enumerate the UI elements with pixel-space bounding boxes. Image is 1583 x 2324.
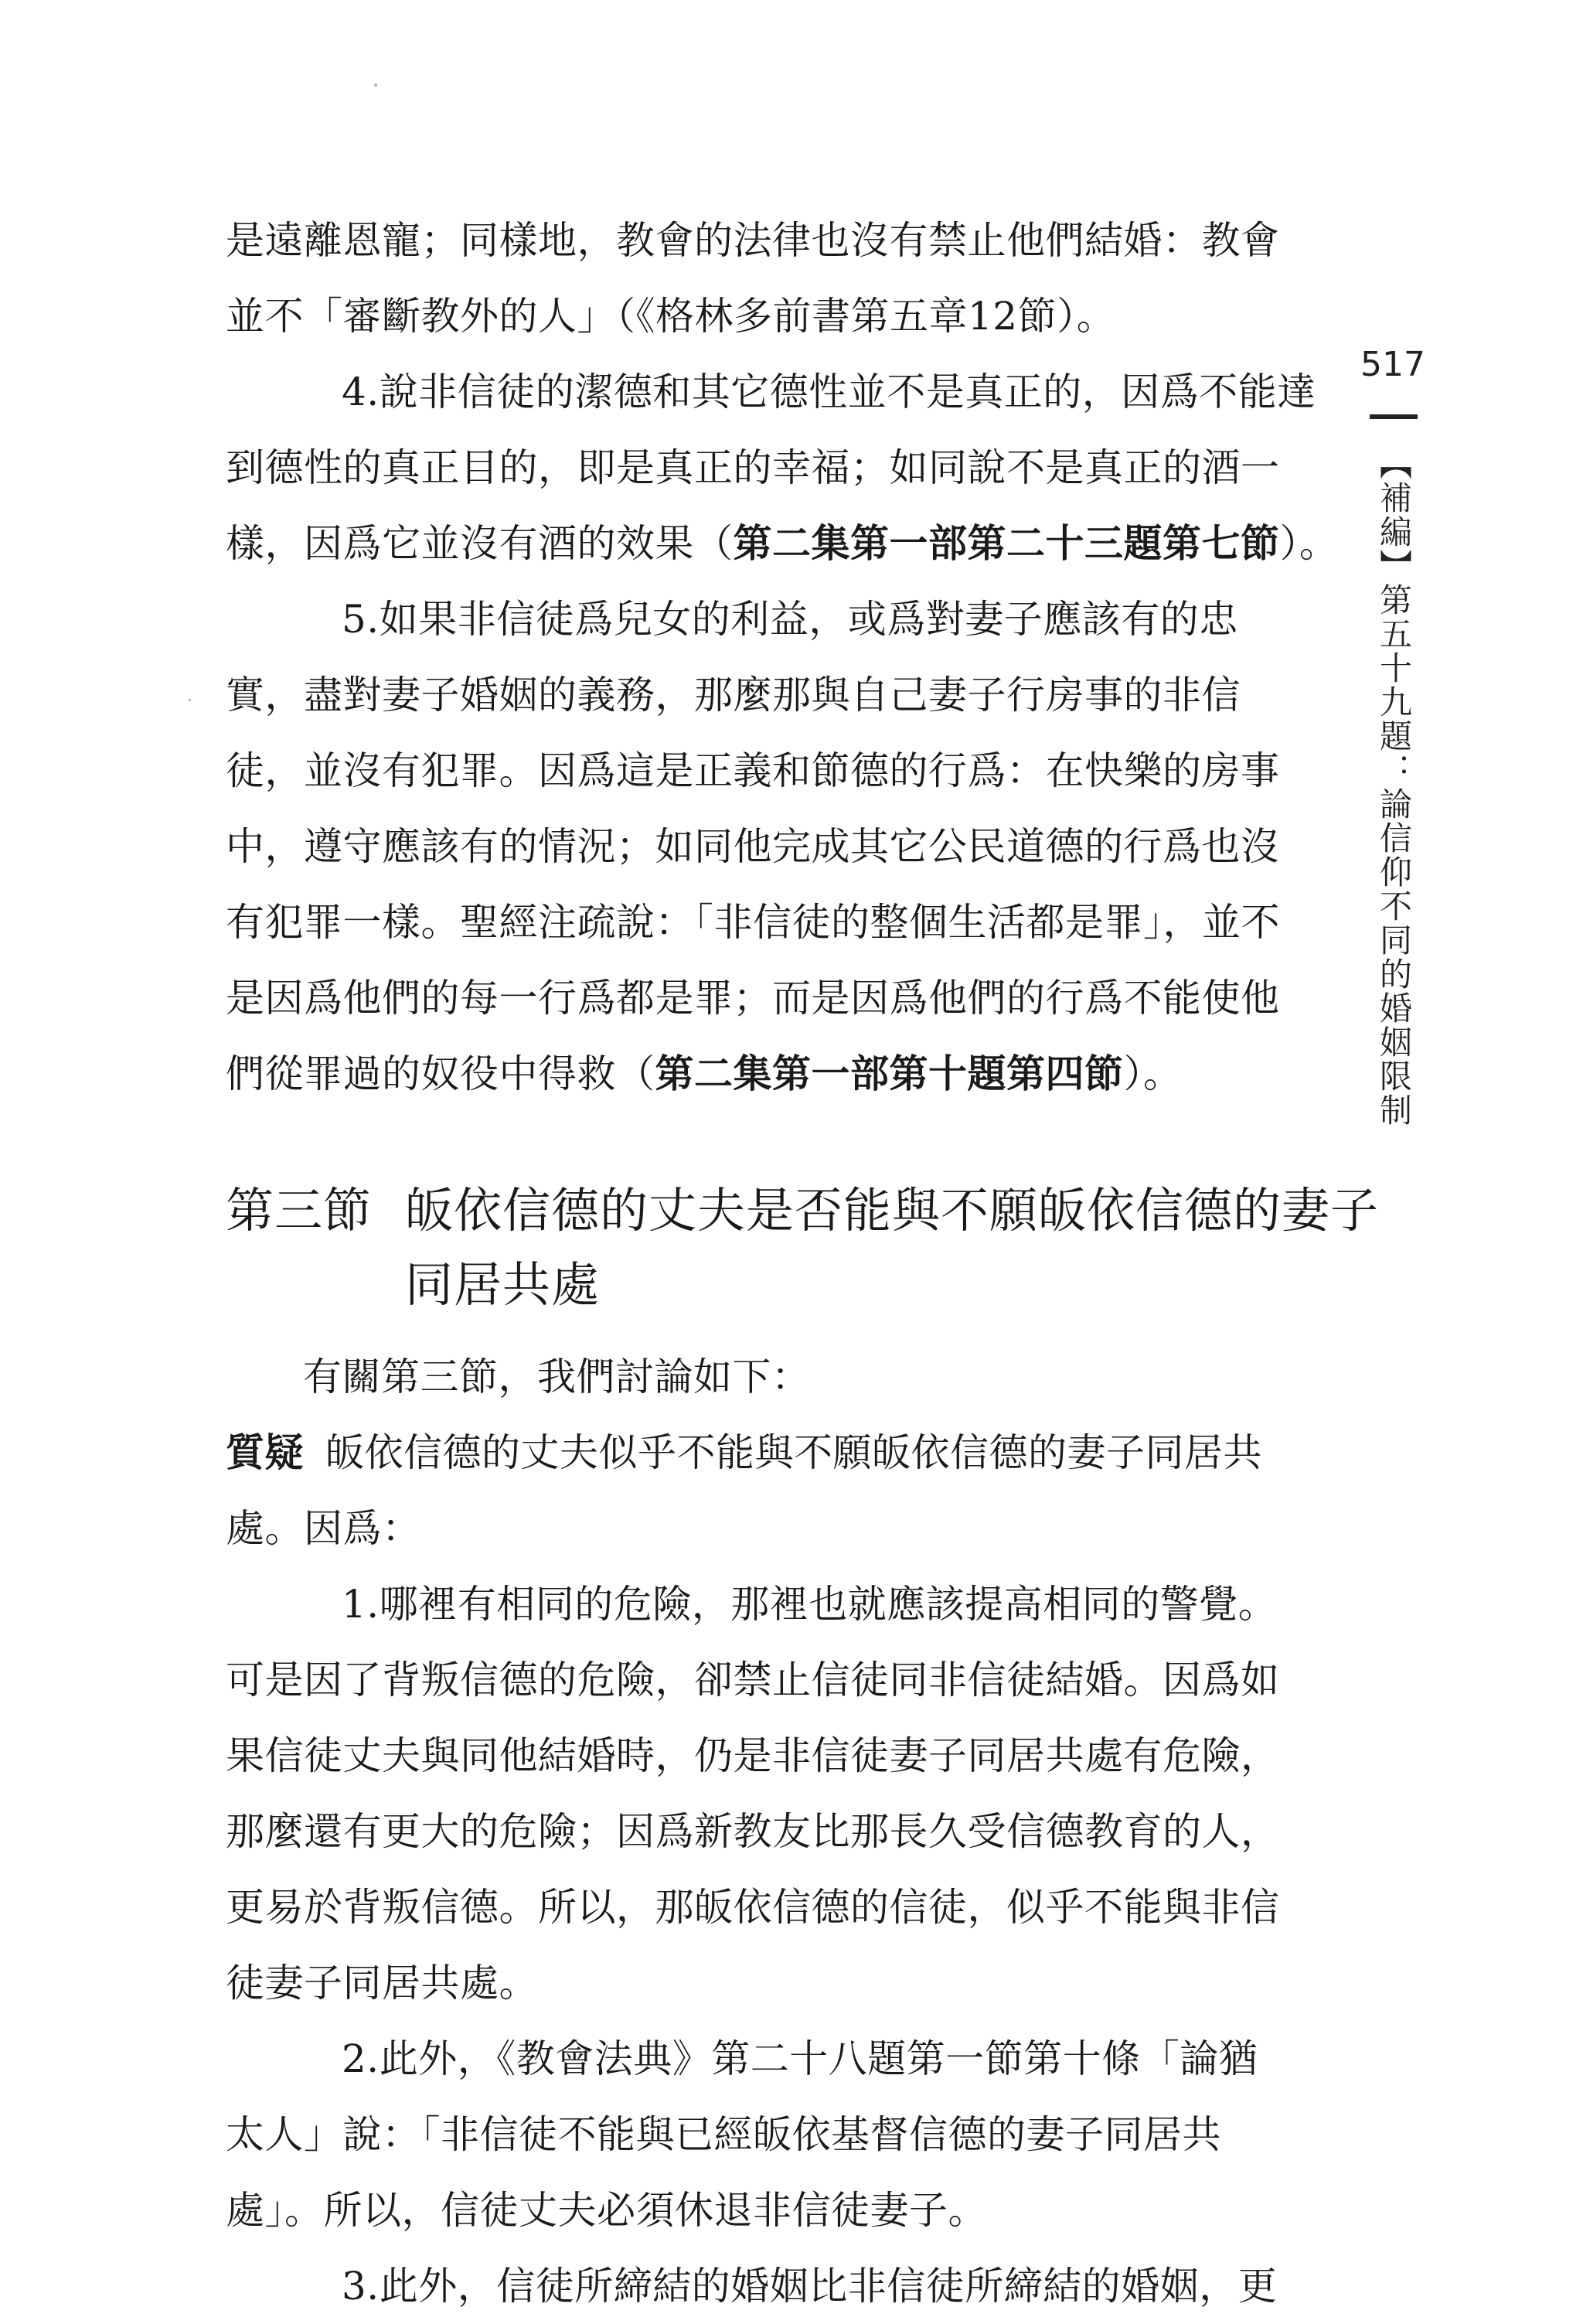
paragraph-line: 那麼還有更大的危險；因爲新教友比那長久受信德教育的人， <box>226 1809 1280 1854</box>
paragraph-line: 處」。所以，信徒丈夫必須休退非信徒妻子。 <box>226 2188 987 2233</box>
paragraph-line: 可是因了背叛信德的危險，卻禁止信徒同非信徒結婚。因爲如 <box>226 1658 1280 1702</box>
paragraph-line: 3.此外，信徒所締結的婚姻比非信徒所締結的婚姻，更 <box>342 2264 1278 2309</box>
paragraph-line: 並不「審斷教外的人」（《格林多前書第五章12節）。 <box>226 294 1116 339</box>
paragraph-line: 是遠離恩寵；同樣地，教會的法律也沒有禁止他們結婚：教會 <box>226 218 1280 263</box>
scan-speck <box>189 699 191 701</box>
scan-speck <box>374 83 377 87</box>
page-number: 517 <box>1360 345 1425 384</box>
paragraph-text: 樣，因爲它並沒有酒的效果（ <box>226 521 734 566</box>
paragraph-line: 中，遵守應該有的情況；如同他完成其它公民道德的行爲也沒 <box>226 824 1280 869</box>
paragraph-line: 實，盡對妻子婚姻的義務，那麼那與自己妻子行房事的非信 <box>226 673 1241 717</box>
objection-line <box>226 1415 1323 1491</box>
spacer <box>226 1112 1323 1174</box>
paragraph-line: 1.哪裡有相同的危險，那裡也就應該提高相同的警覺。 <box>342 1582 1278 1627</box>
paragraph-line: 4.說非信徒的潔德和其它德性並不是真正的，因爲不能達 <box>342 370 1316 414</box>
cross-reference: 第二集第一部第十題第四節 <box>655 1051 1124 1096</box>
paragraph-line: 更易於背叛信德。所以，那皈依信德的信徒，似乎不能與非信 <box>226 1885 1280 1930</box>
paragraph-line <box>226 506 1339 581</box>
section-heading <box>226 1174 1380 1248</box>
paragraph-line: 太人」說：「非信徒不能與已經皈依基督信德的妻子同居共 <box>226 2112 1221 2157</box>
section-intro: 有關第三節，我們討論如下： <box>303 1355 811 1399</box>
paragraph-line: 5.如果非信徒爲兒女的利益，或爲對妻子應該有的忠 <box>342 597 1238 642</box>
paragraph-line: 到德性的真正目的，即是真正的幸福；如同說不是真正的酒一 <box>226 445 1280 490</box>
paragraph-text: ）。 <box>1123 1051 1183 1096</box>
objection-text: 皈依信德的丈夫似乎不能與不願皈依信德的妻子同居共 <box>325 1430 1262 1475</box>
paragraph-text: 們從罪過的奴役中得救（ <box>226 1051 655 1096</box>
section-title: 皈依信德的丈夫是否能與不願皈依信德的妻子 <box>405 1182 1380 1239</box>
paragraph-line: 2.此外，《教會法典》第二十八題第一節第十條「論猶 <box>342 2036 1258 2081</box>
paragraph-line: 徒妻子同居共處。 <box>226 1961 538 2005</box>
paragraph-line: 果信徒丈夫與同他結婚時，仍是非信徒妻子同居共處有危險， <box>226 1733 1280 1778</box>
section-title-continued: 同居共處 <box>405 1256 601 1313</box>
page-number-rule <box>1370 414 1418 419</box>
paragraph-text: ）。 <box>1279 521 1339 566</box>
section-number: 第三節 <box>226 1182 373 1239</box>
paragraph-line: 是因爲他們的每一行爲都是罪；而是因爲他們的行爲不能使他 <box>226 976 1280 1021</box>
objection-label: 質疑 <box>226 1430 304 1475</box>
paragraph-line: 有犯罪一樣。聖經注疏說：「非信徒的整個生活都是罪」，並不 <box>226 900 1280 945</box>
spacer <box>226 1322 1323 1339</box>
cross-reference: 第二集第一部第二十三題第七節 <box>733 521 1280 566</box>
running-chapter-title: 【補編】第五十九題：論信仰不同的婚姻限制 <box>1375 447 1413 1127</box>
paragraph-line: 處。因爲： <box>226 1506 421 1551</box>
paragraph-line: 徒，並沒有犯罪。因爲這是正義和節德的行爲：在快樂的房事 <box>226 748 1280 793</box>
paragraph-line <box>226 1036 1323 1112</box>
main-text-column <box>226 203 1380 2324</box>
